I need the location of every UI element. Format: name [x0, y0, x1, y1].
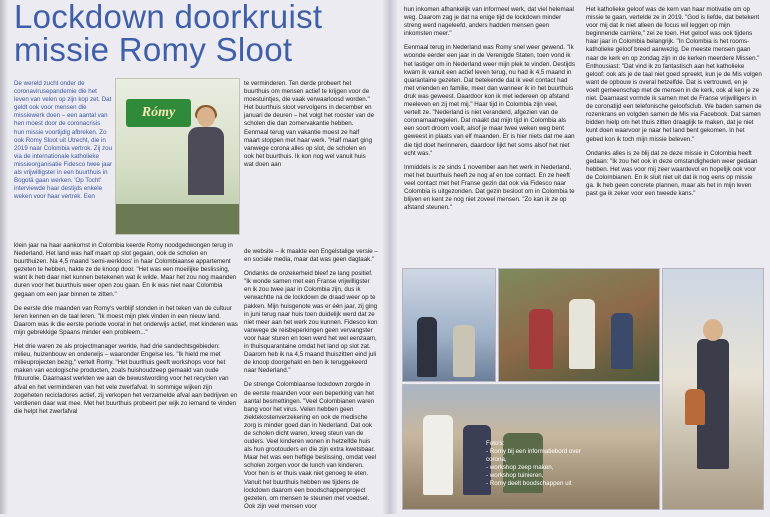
person-head — [197, 107, 215, 127]
photo-person — [188, 107, 224, 195]
photo-shelf — [116, 204, 239, 234]
paragraph: Inmiddels is ze sinds 1 november aan het werk in Nederland, met het buurthuis heeft ze nog af en toe contact. En ze heeft veel contact met het Franse gezin dat ook via Fidesco naar Colombia is uitgezonden. Dat gezin besloot om in Colombia te blijven en kent ze nog niet zoveel mensen. "Zo kan ik ze op afstand steunen." — [404, 163, 575, 212]
photo-caption — [486, 440, 586, 489]
paragraph: Het drie waren ze als projectmanager werkte, had drie sandechtsgebieden: milieu, huizenbouw en onderwijs – waaronder Engelse les. "Ik hield me met milieuprojecten bezig," vertelt Romy. "Het buurthuis geeft workshops voor het maken van ecologische producten, zoals huishoudzeep gemaakt van oude frituurolie. Daarnaast werkten we aan de bewustwording voor het recyclen van afval en het verminderen van het vele zwerfafval. In sommige wijken zijn zogeheten recicladores actief, zij verkopen het verzamelde afval aan bedrijven en verdienen daar wat mee. Met het buurthuis probeert per wijk zo iemand te vinden die helpt het zwerfafval — [14, 343, 238, 415]
photo-workshop-soap — [402, 268, 496, 382]
paragraph: De eerste drie maanden van Romy's verblijf stonden in het teken van de cultuur leren kennen en de taal leren. "Ik moest mijn plek vinden in een nieuw land. Daarom was ik die eerste periode vooral in het onderwijs actief, met kinderen was mijn gebrekkige Spaans minder een probleem..." — [14, 304, 238, 336]
paragraph: klein jaar na haar aankomst in Colombia keerde Romy noodgedwongen terug in Nederland. Het land was half maart op slot gegaan, ook de scholen en buurthuizen. Na 4,5 maand 'semi-werkloos' in haar Colombiaanse appartement gezeten te hebben, hakte ze de knoop door. "Het was een moeilijke beslissing, want ik heb daar niet kunnen betekenen wat ik wilde. Maar het zou nog maanden duren voor het buurthuis weer open zou gaan. En ik was niet naar Colombia gegaan om een jaar binnen te zitten." — [14, 242, 237, 298]
caption-line: - workshop tuinieren, — [486, 472, 544, 480]
paragraph: Ondanks de onzekerheid bleef ze lang positief. "Ik wonde samen met een Franse vrijwilligster en ik zou twee jaar in Colombia zijn, dus ik verwachtte na de lockdown de draad weer op te pakken. Mijn huisgenote was er één jaar, zij ging in juni terug naar huis toen duidelijk werd dat ze niet meer aan het werk zou kunnen. Fidesco kon vanwege de reisbeperkingen geen vervangster voor haar sturen en toen werd het wel eenzaam, in thuisquarantaine omdat het land op slot zat. Daarom heb ik na 4,5 maand thuiszitten eind juli de knoop doorgehakt en ben ik teruggekeerd naar Nederland." — [244, 270, 378, 375]
paragraph: de website – ik maakte een Engelstalige versie – en sociale media, maar dat was geen dagtaak." — [244, 248, 378, 264]
photo-romy-groceries — [662, 268, 764, 510]
paragraph: te verminderen. Ten derde probeert het buurthuis om mensen actief te krijgen voor de moestuintjes, die vaak verwaarloosd worden." Het buurthuis sloot vervolgens in december en januari de deuren – het volgt het rooster van de scholen die dan zomervakantie hebben. Eenmaal terug van vakantie moest ze half maart stoppen met haar werk. "Half maart ging vanwege corona alles op slot, de scholen en ook het buurthuis. Ik kon nog wel vanuit huis wat doen aan — [244, 80, 375, 168]
article-title: Lockdown doorkruist missie Romy Sloot — [14, 0, 323, 68]
article-column-3 — [404, 6, 576, 218]
paragraph: Ondanks alles is ze blij dat ze deze missie in Colombia heeft gedaan: "Ik zou het ook in deze omstandigheden weer gedaan hebben. Het was voor mij zeer waardevol en hopelijk ook voor de Colombianen. En ik sluit niet uit dat ik nog eens op missie ga. Ik heb geen concrete plannen, maar als het in mijn leven past ga ik zeker voor een tweede kans." — [586, 149, 758, 198]
paragraph: hun inkomen afhankelijk van informeel werk, dat viel helemaal weg. Daarom zag je dat na enige tijd de lockdown minder streng werd nageleefd, anders hadden mensen geen inkomsten meer." — [404, 6, 574, 38]
photo-sign: Rómy — [126, 99, 191, 127]
paragraph: Eenmaal terug in Nederland was Romy snel weer gewend. "Ik woonde eerder een jaar in de Verenigde Staten, toen vond ik het lastiger om in Nederland weer mijn plek te vinden. Destijds kwam ik vanuit een actief leven terug, nu had ik 4,5 maand in quarantaine gezeten. Dat betekende dat ik veel contact had met vrienden en familie, meer dan wanneer ik in het buurthuis druk was geweest. Daardoor kon ik met iedereen op afstand meeleven en zij met mij." Haar tijd in Colombia zijn veel, vertelt ze. "Nederland is niet veranderd, afgezien van de coronamaatregelen. Dat maakt dat mijn tijd in Colombia als een soort droom voelt, alsof je maar twee weken weg bent geweest in plaats van elf maanden. Er is hier niets dat me aan die tijd doet herinneren, daardoor lijkt het soms alsof het niet echt was." — [404, 44, 575, 157]
photo-romy-information-board — [115, 78, 240, 235]
paragraph: De strenge Colombiaanse lockdown zorgde in de eerste maanden voor een beperking van het aantal besmettingen. "Veel Colombianen waren bang voor het virus. Velen hebben geen ziektekostenverzekering en ook de medische zorg is minder goed dan in Nederland. Dat ook de scholen dicht waren, kreeg steun van de ouders. Veel kinderen wonen in hetzelfde huis als hun grootouders en die zijn extra kwetsbaar. Maar het was een heftige beslissing, omdat veel scholen zorgen voor de lunch van kinderen. Voor hen is er thuis vaak niet genoeg te eten. Vanuit het buurthuis hebben we tijdens de lockdown daarom een boodschappenproject gezeten, om mensen te steunen met voedsel. Ook zijn veel mensen voor — [244, 381, 377, 510]
article-column-2 — [244, 248, 378, 517]
caption-line: - Romy bij een informatiebord over corona, — [486, 448, 581, 464]
caption-line: Foto's: — [486, 440, 505, 447]
photo-workshop-gardening — [498, 268, 660, 382]
person-torso — [188, 127, 224, 195]
article-intro — [14, 80, 112, 207]
intro-paragraph: De wereld zucht onder de coronavirusepandemie die het leven van velen op zijn kop zet. Dat geldt ook voor mensen die missiewerk doen – een aantal van hen moest door de coronacrisis hun missie voortijdig afbreken. Zo ook Romy Sloot uit Utrecht, die in 2019 naar Colombia vertrok. Zij zou via de internationale katholieke missieorganisatie Fidesco twee jaar als vrijwilligster in een buurthuis in Bogotá gaan werken. 'Op Tocht' interviewde haar destijds enkele weken voor haar vertrek. Een — [14, 80, 113, 201]
page-gutter — [382, 0, 398, 514]
page-spine — [0, 0, 8, 514]
caption-line: - workshop zeep maken, — [486, 464, 554, 472]
caption-line: - Romy deelt boodschappen uit — [486, 480, 572, 488]
paragraph: Het katholieke geloof was de kern van haar motivatie om op missie te gaan, vertelde ze in 2019. "God is liefde, dat betekent voor mij dat ik niet alleen de focus wil leggen op mijn beginnende carrière," zei ze toen. Het geloof was ook tijdens haar jaar in Colombia belangrijk. "In Colombia is het rooms-katholieke geloof breed aanwezig. De meeste mensen gaan naar de kerk en op zondag zijn in de kerken meerdere Missen." Enthousiast: "Dat vind ik zo fantastisch aan het katholieke geloof: ook als je de taal niet goed spreekt, kun je de Mis volgen want de opbouw is overal hetzelfde. Dat is vertrouwd, en je voelt gemeenschap met de mensen in de kerk, ook al ken je ze niet. Daarnaast vormde ik samen met de Franse vrijwilligers in de coronatijd een telefonische geloofsclub. We baden samen de rozenkrans en volgden samen de Mis via Facebook. Dat samen bidden hielp om het thuis zitten draaglijk te maken, dat je niet kunt doen waarvoor je naar het land bent gekomen. In het gebed kon ik toch mijn missie beleven." — [586, 6, 762, 143]
article-column-4 — [586, 6, 762, 204]
article-column-1 — [14, 242, 238, 422]
article-column-2-top — [244, 80, 376, 175]
